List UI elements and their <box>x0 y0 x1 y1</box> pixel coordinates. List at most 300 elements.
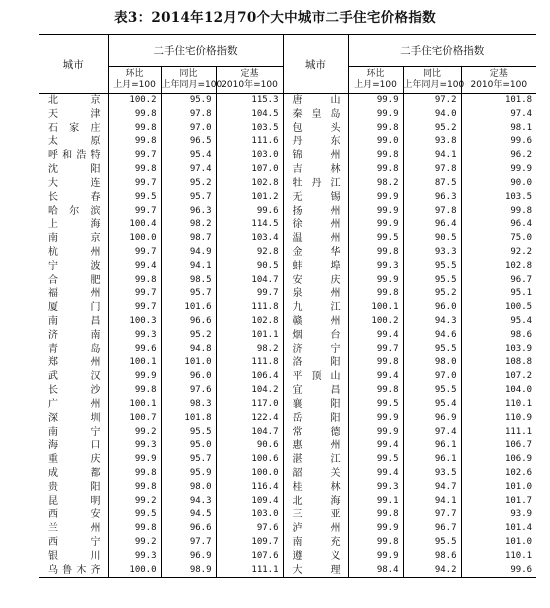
left-mom-cell: 99.3 <box>108 439 161 453</box>
left-mom-cell: 100.4 <box>108 218 161 232</box>
table-row <box>39 439 536 453</box>
left-base-cell: 111.6 <box>216 135 283 149</box>
right-base-cell: 107.2 <box>504 371 533 382</box>
right-yoy-cell: 96.3 <box>403 191 461 205</box>
left-mom-cell: 99.3 <box>108 329 161 343</box>
right-base-cell: 111.1 <box>504 426 533 437</box>
left-yoy-cell: 97.6 <box>161 384 216 398</box>
left-base-cell: 97.6 <box>216 522 283 536</box>
right-mom-cell: 99.8 <box>348 246 403 260</box>
right-city-cell: 烟台 <box>283 329 348 343</box>
base-sub-left: 2010年=100 <box>221 80 278 90</box>
table-row <box>39 232 536 246</box>
left-city-cell: 青岛 <box>39 343 108 357</box>
right-city-cell: 洛阳 <box>283 356 348 370</box>
table-row <box>39 205 536 219</box>
left-yoy-cell: 98.0 <box>161 481 216 495</box>
left-city-cell: 海口 <box>39 439 108 453</box>
left-mom-cell: 100.2 <box>108 94 161 108</box>
right-mom-cell: 99.1 <box>348 495 403 509</box>
right-city-cell: 秦皇岛 <box>283 108 348 122</box>
right-city-cell: 惠州 <box>283 439 348 453</box>
left-base-cell: 100.6 <box>216 453 283 467</box>
left-base-cell: 115.3 <box>216 94 283 108</box>
right-base-cell: 108.8 <box>504 357 533 368</box>
right-yoy-cell: 97.8 <box>403 205 461 219</box>
right-mom-cell: 98.4 <box>348 564 403 578</box>
right-base-cell: 90.0 <box>510 177 533 188</box>
left-city-cell: 武汉 <box>39 370 108 384</box>
left-mom-cell: 99.7 <box>108 301 161 315</box>
mom-main-left: 环比 <box>125 69 144 79</box>
right-mom-cell: 99.8 <box>348 287 403 301</box>
left-city-cell: 合肥 <box>39 274 108 288</box>
right-mom-cell: 99.9 <box>348 550 403 564</box>
right-mom-cell: 98.2 <box>348 177 403 191</box>
right-base-cell: 106.9 <box>504 454 533 465</box>
left-yoy-cell: 95.2 <box>161 177 216 191</box>
base-header-right <box>461 67 536 94</box>
left-yoy-cell: 94.1 <box>161 260 216 274</box>
table-row <box>39 329 536 343</box>
right-base-cell: 95.1 <box>510 288 533 299</box>
table-row <box>39 246 536 260</box>
right-city-cell: 丹东 <box>283 135 348 149</box>
right-yoy-cell: 98.6 <box>403 550 461 564</box>
table-row <box>39 274 536 288</box>
right-base-cell: 99.9 <box>510 164 533 175</box>
left-yoy-cell: 97.8 <box>161 108 216 122</box>
left-base-cell: 111.1 <box>216 564 283 578</box>
right-base-cell: 96.4 <box>510 219 533 230</box>
right-base-cell: 75.0 <box>510 233 533 244</box>
left-yoy-cell: 95.0 <box>161 439 216 453</box>
right-mom-cell: 99.5 <box>348 453 403 467</box>
left-yoy-cell: 96.3 <box>161 205 216 219</box>
left-mom-cell: 100.1 <box>108 356 161 370</box>
right-city-cell: 九江 <box>283 301 348 315</box>
left-city-cell: 宁波 <box>39 260 108 274</box>
table-row <box>39 508 536 522</box>
left-city-cell: 天津 <box>39 108 108 122</box>
left-yoy-cell: 98.9 <box>161 564 216 578</box>
right-mom-cell: 99.7 <box>348 343 403 357</box>
right-city-cell: 吉林 <box>283 163 348 177</box>
left-city-cell: 西宁 <box>39 536 108 550</box>
left-base-cell: 104.5 <box>216 108 283 122</box>
right-yoy-cell: 97.0 <box>403 370 461 384</box>
left-yoy-cell: 101.8 <box>161 412 216 426</box>
right-mom-cell: 99.8 <box>348 384 403 398</box>
left-base-cell: 107.6 <box>216 550 283 564</box>
left-yoy-cell: 101.6 <box>161 301 216 315</box>
left-base-cell: 98.2 <box>216 343 283 357</box>
left-base-cell: 109.7 <box>216 536 283 550</box>
left-yoy-cell: 96.6 <box>161 522 216 536</box>
right-city-cell: 桂林 <box>283 481 348 495</box>
base-header-left <box>216 67 283 94</box>
right-base-cell: 101.8 <box>504 95 533 105</box>
table-row <box>39 135 536 149</box>
left-mom-cell: 99.8 <box>108 467 161 481</box>
left-mom-cell: 99.8 <box>108 274 161 288</box>
right-yoy-cell: 94.6 <box>403 329 461 343</box>
right-mom-cell: 99.8 <box>348 149 403 163</box>
right-base-cell: 96.7 <box>510 274 533 285</box>
right-city-cell: 蚌埠 <box>283 260 348 274</box>
table-row <box>39 370 536 384</box>
left-base-cell: 122.4 <box>216 412 283 426</box>
left-base-cell: 104.7 <box>216 274 283 288</box>
right-base-cell: 93.9 <box>510 509 533 520</box>
left-base-cell: 102.8 <box>216 315 283 329</box>
yoy-main-left: 同比 <box>179 69 198 79</box>
right-mom-cell: 100.1 <box>348 301 403 315</box>
left-base-cell: 114.5 <box>216 218 283 232</box>
right-yoy-cell: 93.3 <box>403 246 461 260</box>
right-mom-cell: 99.4 <box>348 370 403 384</box>
left-city-cell: 乌鲁木齐 <box>39 564 108 578</box>
right-city-cell: 湛江 <box>283 453 348 467</box>
left-yoy-cell: 98.5 <box>161 274 216 288</box>
right-base-cell: 97.4 <box>510 108 533 119</box>
left-yoy-cell: 98.7 <box>161 232 216 246</box>
left-mom-cell: 100.3 <box>108 315 161 329</box>
right-yoy-cell: 98.0 <box>403 356 461 370</box>
left-mom-cell: 99.7 <box>108 246 161 260</box>
right-mom-cell: 99.9 <box>348 191 403 205</box>
right-base-cell: 99.8 <box>510 205 533 216</box>
right-city-cell: 北海 <box>283 495 348 509</box>
left-yoy-cell: 94.3 <box>161 495 216 509</box>
left-mom-cell: 99.7 <box>108 177 161 191</box>
right-yoy-cell: 97.8 <box>403 163 461 177</box>
left-base-cell: 111.8 <box>216 356 283 370</box>
left-mom-cell: 99.9 <box>108 370 161 384</box>
right-city-cell: 襄阳 <box>283 398 348 412</box>
right-mom-cell: 99.8 <box>348 508 403 522</box>
table-row <box>39 122 536 136</box>
right-yoy-cell: 96.1 <box>403 453 461 467</box>
yoy-main-right: 同比 <box>423 69 442 79</box>
left-city-cell: 西安 <box>39 508 108 522</box>
right-yoy-cell: 95.5 <box>403 536 461 550</box>
right-yoy-cell: 87.5 <box>403 177 461 191</box>
left-city-cell: 上海 <box>39 218 108 232</box>
right-mom-cell: 99.9 <box>348 412 403 426</box>
left-city-cell: 贵阳 <box>39 481 108 495</box>
left-base-cell: 99.6 <box>216 205 283 219</box>
left-base-cell: 104.7 <box>216 426 283 440</box>
left-city-cell: 南昌 <box>39 315 108 329</box>
price-index-table <box>39 34 536 578</box>
right-city-cell: 无锡 <box>283 191 348 205</box>
left-base-cell: 101.1 <box>216 329 283 343</box>
left-base-cell: 104.2 <box>216 384 283 398</box>
left-mom-cell: 99.9 <box>108 453 161 467</box>
left-city-cell: 哈尔滨 <box>39 205 108 219</box>
right-base-cell: 102.6 <box>504 467 533 478</box>
right-base-cell: 103.5 <box>504 191 533 202</box>
left-mom-cell: 99.8 <box>108 522 161 536</box>
left-mom-cell: 99.7 <box>108 205 161 219</box>
table-row <box>39 260 536 274</box>
left-base-cell: 99.7 <box>216 287 283 301</box>
yoy-header-right <box>403 67 465 94</box>
table-row <box>39 301 536 315</box>
right-city-cell: 赣州 <box>283 315 348 329</box>
right-base-cell: 95.4 <box>510 316 533 326</box>
left-yoy-cell: 95.7 <box>161 287 216 301</box>
left-yoy-cell: 95.9 <box>161 467 216 481</box>
table-row <box>39 384 536 398</box>
right-city-cell: 温州 <box>283 232 348 246</box>
left-mom-cell: 99.5 <box>108 508 161 522</box>
table-row <box>39 343 536 357</box>
left-base-cell: 111.8 <box>216 301 283 315</box>
right-mom-cell: 99.5 <box>348 232 403 246</box>
left-base-cell: 109.4 <box>216 495 283 509</box>
right-base-cell: 98.6 <box>510 329 533 340</box>
right-city-cell: 徐州 <box>283 218 348 232</box>
right-yoy-cell: 90.5 <box>403 232 461 246</box>
right-city-cell: 泉州 <box>283 287 348 301</box>
left-yoy-cell: 95.4 <box>161 149 216 163</box>
left-city-cell: 长沙 <box>39 384 108 398</box>
right-mom-cell: 99.8 <box>348 122 403 136</box>
city-column-header-right: 城市 <box>283 35 348 94</box>
left-yoy-cell: 98.3 <box>161 398 216 412</box>
base-sub-right: 2010年=100 <box>470 80 528 90</box>
left-mom-cell: 99.3 <box>108 550 161 564</box>
right-base-cell: 110.1 <box>504 398 533 409</box>
right-yoy-cell: 95.5 <box>403 384 461 398</box>
right-mom-cell: 99.8 <box>348 356 403 370</box>
right-yoy-cell: 96.7 <box>403 522 461 536</box>
left-city-cell: 郑州 <box>39 356 108 370</box>
right-base-cell: 104.0 <box>504 385 533 396</box>
left-city-cell: 济南 <box>39 329 108 343</box>
right-city-cell: 济宁 <box>283 343 348 357</box>
right-yoy-cell: 93.8 <box>403 135 461 149</box>
right-mom-cell: 99.3 <box>348 260 403 274</box>
left-base-cell: 107.0 <box>216 163 283 177</box>
right-city-cell: 遵义 <box>283 550 348 564</box>
left-yoy-cell: 95.7 <box>161 453 216 467</box>
base-main-left: 定基 <box>240 69 259 79</box>
right-yoy-cell: 95.5 <box>403 274 461 288</box>
left-yoy-cell: 96.0 <box>161 370 216 384</box>
left-yoy-cell: 101.0 <box>161 356 216 370</box>
table-row <box>39 398 536 412</box>
left-yoy-cell: 95.9 <box>161 94 216 108</box>
mom-main-right: 环比 <box>366 69 385 79</box>
right-mom-cell: 99.4 <box>348 467 403 481</box>
right-yoy-cell: 96.0 <box>403 301 461 315</box>
left-mom-cell: 99.8 <box>108 163 161 177</box>
right-city-cell: 扬州 <box>283 205 348 219</box>
right-city-cell: 金华 <box>283 246 348 260</box>
left-base-cell: 90.5 <box>216 260 283 274</box>
left-mom-cell: 100.0 <box>108 564 161 578</box>
left-mom-cell: 99.2 <box>108 426 161 440</box>
table-row <box>39 426 536 440</box>
table-row <box>39 536 536 550</box>
mom-sub-left: 上月=100 <box>113 80 156 90</box>
right-city-cell: 泸州 <box>283 522 348 536</box>
right-mom-cell: 99.9 <box>348 426 403 440</box>
right-mom-cell: 99.3 <box>348 481 403 495</box>
right-base-cell: 102.8 <box>504 260 533 271</box>
left-base-cell: 101.2 <box>216 191 283 205</box>
left-city-cell: 沈阳 <box>39 163 108 177</box>
right-yoy-cell: 96.9 <box>403 412 461 426</box>
left-yoy-cell: 95.2 <box>161 329 216 343</box>
right-yoy-cell: 97.2 <box>403 94 461 108</box>
right-yoy-cell: 97.7 <box>403 508 461 522</box>
yoy-sub-right: 上年同月=100 <box>403 80 465 90</box>
table-row <box>39 108 536 122</box>
right-base-cell: 110.9 <box>504 412 533 423</box>
left-city-cell: 兰州 <box>39 522 108 536</box>
left-city-cell: 厦门 <box>39 301 108 315</box>
right-base-cell: 92.2 <box>510 246 533 257</box>
right-base-cell: 110.1 <box>504 550 533 561</box>
left-base-cell: 103.4 <box>216 232 283 246</box>
left-yoy-cell: 96.6 <box>161 315 216 329</box>
right-yoy-cell: 96.1 <box>403 439 461 453</box>
right-yoy-cell: 94.1 <box>403 495 461 509</box>
right-yoy-cell: 97.4 <box>403 426 461 440</box>
table-row <box>39 522 536 536</box>
left-base-cell: 117.0 <box>216 398 283 412</box>
right-mom-cell: 99.9 <box>348 522 403 536</box>
table-row <box>39 453 536 467</box>
right-mom-cell: 99.0 <box>348 135 403 149</box>
left-yoy-cell: 97.4 <box>161 163 216 177</box>
left-mom-cell: 99.6 <box>108 343 161 357</box>
left-yoy-cell: 98.2 <box>161 218 216 232</box>
left-mom-cell: 100.1 <box>108 398 161 412</box>
left-base-cell: 106.4 <box>216 370 283 384</box>
left-yoy-cell: 94.8 <box>161 343 216 357</box>
table-row <box>39 356 536 370</box>
left-city-cell: 广州 <box>39 398 108 412</box>
base-main-right: 定基 <box>489 69 508 79</box>
table-row <box>39 191 536 205</box>
yoy-sub-left: 上年同月=100 <box>161 80 223 90</box>
right-base-cell: 99.6 <box>510 564 533 575</box>
right-yoy-cell: 95.5 <box>403 260 461 274</box>
left-mom-cell: 99.8 <box>108 135 161 149</box>
left-yoy-cell: 95.7 <box>161 191 216 205</box>
right-city-cell: 三亚 <box>283 508 348 522</box>
left-base-cell: 102.8 <box>216 177 283 191</box>
left-city-cell: 南宁 <box>39 426 108 440</box>
right-mom-cell: 100.2 <box>348 315 403 329</box>
right-mom-cell: 99.9 <box>348 218 403 232</box>
right-yoy-cell: 94.3 <box>403 315 461 329</box>
right-mom-cell: 99.8 <box>348 536 403 550</box>
left-city-cell: 太原 <box>39 135 108 149</box>
left-mom-cell: 99.7 <box>108 287 161 301</box>
left-base-cell: 103.0 <box>216 508 283 522</box>
left-yoy-cell: 94.5 <box>161 508 216 522</box>
left-yoy-cell: 96.5 <box>161 135 216 149</box>
table-row <box>39 218 536 232</box>
right-city-cell: 韶关 <box>283 467 348 481</box>
right-mom-cell: 99.8 <box>348 163 403 177</box>
left-city-cell: 大连 <box>39 177 108 191</box>
right-city-cell: 安庆 <box>283 274 348 288</box>
right-base-cell: 101.0 <box>504 481 533 492</box>
right-yoy-cell: 95.2 <box>403 122 461 136</box>
right-mom-cell: 99.9 <box>348 274 403 288</box>
group-header-left: 二手住宅价格指数 <box>108 35 283 67</box>
right-city-cell: 包头 <box>283 122 348 136</box>
right-base-cell: 96.2 <box>510 150 533 161</box>
right-base-cell: 99.6 <box>510 136 533 147</box>
right-base-cell: 100.5 <box>504 302 533 313</box>
left-city-cell: 南京 <box>39 232 108 246</box>
left-city-cell: 重庆 <box>39 453 108 467</box>
right-city-cell: 大理 <box>283 564 348 578</box>
right-mom-cell: 99.9 <box>348 108 403 122</box>
left-city-cell: 昆明 <box>39 495 108 509</box>
left-city-cell: 石家庄 <box>39 122 108 136</box>
right-base-cell: 101.4 <box>504 523 533 534</box>
left-base-cell: 92.8 <box>216 246 283 260</box>
right-city-cell: 宜昌 <box>283 384 348 398</box>
right-base-cell: 103.9 <box>504 343 533 354</box>
table-row <box>39 149 536 163</box>
right-city-cell: 唐山 <box>283 94 348 108</box>
left-yoy-cell: 94.9 <box>161 246 216 260</box>
left-city-cell: 北京 <box>39 94 108 108</box>
left-base-cell: 103.5 <box>216 122 283 136</box>
left-mom-cell: 99.8 <box>108 108 161 122</box>
right-yoy-cell: 96.4 <box>403 218 461 232</box>
right-city-cell: 岳阳 <box>283 412 348 426</box>
right-yoy-cell: 94.7 <box>403 481 461 495</box>
left-mom-cell: 99.8 <box>108 384 161 398</box>
right-city-cell: 平顶山 <box>283 370 348 384</box>
group-header-right: 二手住宅价格指数 <box>348 35 536 67</box>
left-mom-cell: 99.7 <box>108 149 161 163</box>
right-yoy-cell: 94.0 <box>403 108 461 122</box>
table-row <box>39 564 536 578</box>
left-city-cell: 深圳 <box>39 412 108 426</box>
table-row <box>39 481 536 495</box>
city-column-header-left: 城市 <box>39 35 108 94</box>
table-row <box>39 94 536 108</box>
table-row <box>39 177 536 191</box>
right-mom-cell: 99.5 <box>348 398 403 412</box>
left-yoy-cell: 96.9 <box>161 550 216 564</box>
left-mom-cell: 99.2 <box>108 536 161 550</box>
right-mom-cell: 99.9 <box>348 205 403 219</box>
right-base-cell: 98.1 <box>510 122 533 133</box>
left-base-cell: 116.4 <box>216 481 283 495</box>
right-city-cell: 常德 <box>283 426 348 440</box>
table-title: 表3：2014年12月70个大中城市二手住宅价格指数 <box>114 10 436 26</box>
mom-header-right <box>348 67 403 94</box>
table-row <box>39 287 536 301</box>
left-base-cell: 90.6 <box>216 439 283 453</box>
left-city-cell: 福州 <box>39 287 108 301</box>
table-row <box>39 412 536 426</box>
left-base-cell: 103.0 <box>216 149 283 163</box>
